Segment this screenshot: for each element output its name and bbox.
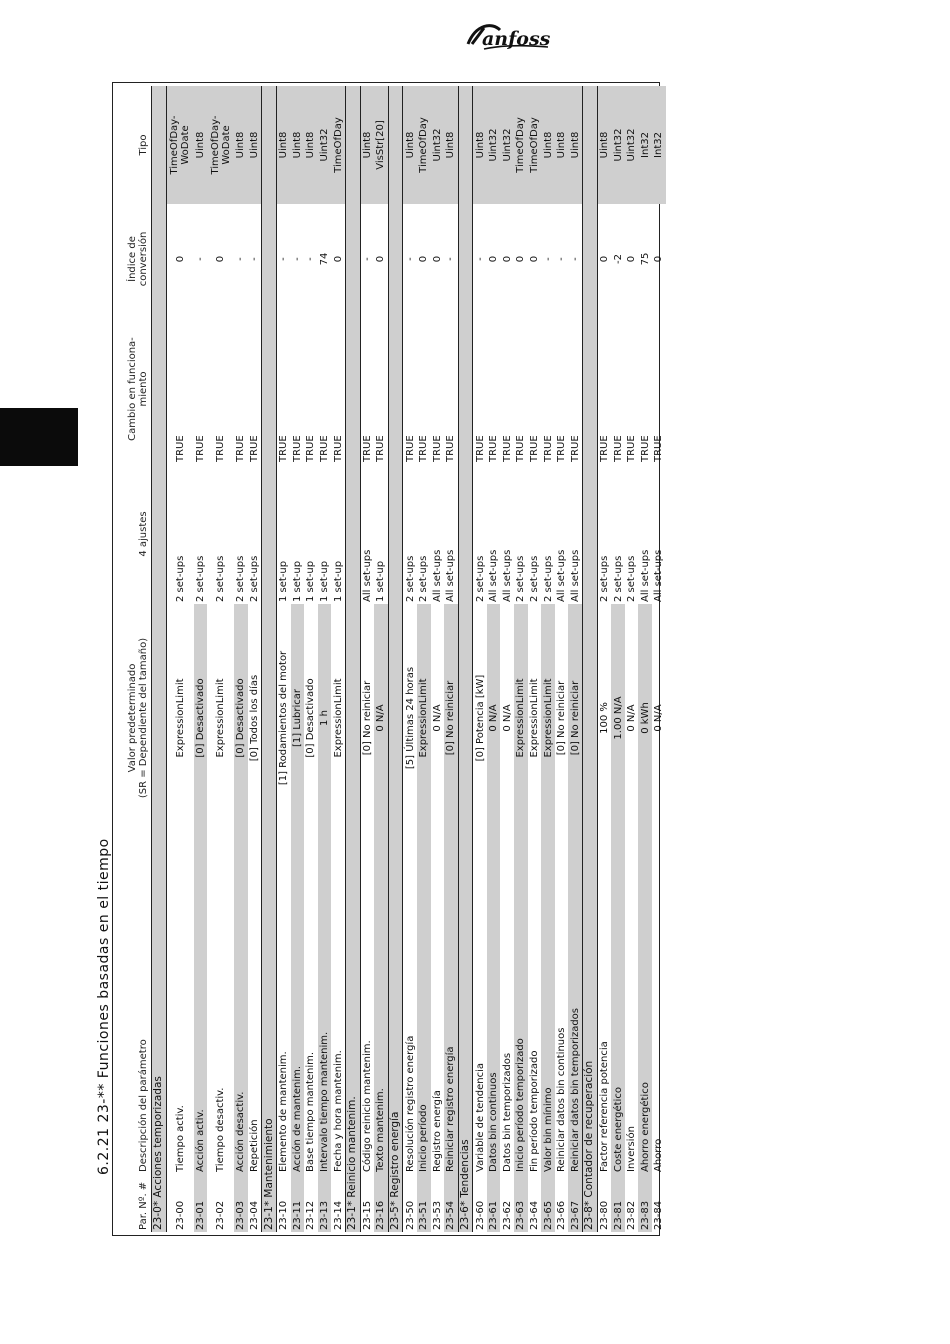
cell-description: Intervalo tiempo mantenim. [318,832,332,1174]
cell-type: Int32 [638,86,652,204]
cell-conversion: 0 [598,255,610,263]
table-row [248,86,262,1232]
cell-setups: All set-ups [431,549,443,602]
table-row [318,86,332,1232]
table-row [331,86,345,1232]
section-title: 6.2.21 23-** Funciones basadas en el tiempo [96,838,112,1175]
cell-change: TRUE [556,435,568,462]
cell-default: 0 N/A [431,704,443,732]
cell-change: TRUE [174,435,186,462]
table-row [291,86,305,1232]
cell-setups: 2 set-ups [612,555,624,602]
cell-description: Coste energético [611,832,625,1174]
cell-par: 23-61 [487,1174,501,1232]
cell-type-line2: WoDate [180,125,192,165]
cell-change: TRUE [528,435,540,462]
cell-description: Elemento de mantenim. [278,1051,290,1172]
cell-type: VisStr[20] [374,86,388,204]
cell-change: TRUE [515,435,527,462]
cell-description: Valor bin mínimo [541,832,555,1174]
cell-setups: 2 set-ups [626,555,638,602]
cell-conversion: 75 [639,252,651,266]
cell-conversion: 0 [528,255,540,263]
header-change [115,314,152,464]
cell-default: 1 h [318,604,332,832]
header-conversion [115,204,152,314]
cell-type: TimeOfDay [417,86,431,204]
table-body [152,86,666,1232]
cell-default: 1.00 N/A [611,604,625,832]
header-default [115,604,152,832]
cell-type: Uint32 [487,86,501,204]
cell-type: TimeOfDay [528,86,542,204]
table-row [431,86,445,1232]
cell-type: Uint8 [304,86,318,204]
svg-text:anfoss: anfoss [482,28,551,50]
parameter-table-rotated [115,86,665,1232]
cell-par: 23-82 [626,1200,638,1230]
cell-default: [0] No reiniciar [556,680,568,756]
cell-type: Uint8 [276,86,290,204]
cell-setups: All set-ups [445,549,457,602]
cell-setups: 2 set-ups [418,555,430,602]
cell-par: 23-84 [653,1200,665,1230]
cell-setups: 1 set-up [375,560,387,602]
table-row [234,86,248,1232]
cell-conversion: 0 [431,255,443,263]
cell-change: TRUE [215,435,227,462]
cell-change: TRUE [249,435,261,462]
cell-type: Uint32 [318,86,332,204]
header-default-line2: (SR = Dependiente del tamaño) [138,637,149,799]
table-row [194,86,208,1232]
cell-setups: All set-ups [501,549,513,602]
cell-type: TimeOfDay [331,86,345,204]
cell-par: 23-14 [332,1200,344,1230]
group-header-row [262,86,277,1232]
cell-par: 23-10 [278,1200,290,1230]
cell-type: Uint8 [291,86,305,204]
cell-description: Repetición [249,1119,261,1172]
table-row [555,86,569,1232]
cell-conversion: 0 [501,255,513,263]
header-change-line2: miento [138,371,149,407]
cell-description: Registro energía [431,1090,443,1172]
table-row [514,86,528,1232]
cell-change: TRUE [404,435,416,462]
cell-description: Fecha y hora mantenim. [332,1050,344,1172]
cell-description: Reiniciar datos bin continuos [556,1027,568,1172]
table-row [500,86,514,1232]
cell-description: Código reinicio mantenim. [361,1040,373,1172]
cell-change: TRUE [569,435,581,462]
cell-conversion: - [556,257,568,261]
cell-description: Texto mantenim. [374,832,388,1174]
cell-conversion: 74 [319,252,331,266]
cell-conversion: - [305,257,317,261]
cell-change: TRUE [598,435,610,462]
cell-par: 23-64 [528,1200,540,1230]
cell-default: 0 N/A [501,704,513,732]
cell-description: Resolución registro energía [404,1035,416,1172]
cell-change: TRUE [542,435,554,462]
cell-change: TRUE [319,435,331,462]
cell-type: Uint8 [248,86,262,204]
cell-setups: All set-ups [569,549,581,602]
cell-default: [5] Últimas 24 horas [404,666,416,770]
cell-description: Datos bin continuos [487,832,501,1174]
table-row [568,86,582,1232]
cell-default: [1] Rodamientos del motor [278,650,290,786]
cell-default: [1] Lubricar [291,604,305,832]
cell-default: [0] Potencia [kW] [474,674,486,762]
cell-description: Reiniciar registro energía [444,832,458,1174]
cell-default: [0] No reiniciar [361,680,373,756]
cell-setups: 2 set-ups [542,555,554,602]
cell-conversion: - [404,257,416,261]
cell-type: Uint8 [360,86,374,204]
cell-default: 0 N/A [653,704,665,732]
group-header-row [583,86,598,1232]
cell-conversion: - [361,257,373,261]
cell-setups: 2 set-ups [215,555,227,602]
cell-par: 23-83 [638,1174,652,1232]
cell-change: TRUE [332,435,344,462]
cell-setups: 2 set-ups [598,555,610,602]
table-row [207,86,234,1232]
cell-setups: All set-ups [361,549,373,602]
cell-type: Uint8 [194,86,208,204]
table-row [541,86,555,1232]
cell-setups: 2 set-ups [174,555,186,602]
danfoss-logo [462,18,554,54]
cell-change: TRUE [612,435,624,462]
cell-description: Variable de tendencia [474,1063,486,1172]
cell-change: TRUE [431,435,443,462]
cell-change: TRUE [418,435,430,462]
table-row [276,86,290,1232]
cell-description: Inicio período temporizado [514,832,528,1174]
cell-setups: 2 set-ups [528,555,540,602]
cell-par: 23-63 [514,1174,528,1232]
cell-conversion: 0 [626,255,638,263]
cell-par: 23-04 [249,1200,261,1230]
cell-change: TRUE [653,435,665,462]
cell-par: 23-02 [215,1200,227,1230]
cell-conversion: 0 [515,255,527,263]
cell-setups: 1 set-up [332,560,344,602]
cell-description: Tiempo desactiv. [215,1087,227,1172]
cell-type: Uint8 [403,86,417,204]
table-row [638,86,652,1232]
cell-type: Int32 [652,86,666,204]
cell-setups: 1 set-up [291,560,303,602]
cell-setups: 1 set-up [319,560,331,602]
cell-conversion: - [194,257,206,261]
cell-type: Uint8 [444,86,458,204]
cell-default: 0 kWh [638,604,652,832]
chapter-tab [0,408,78,466]
header-change-line1: Cambio en funciona- [127,337,138,441]
cell-description: Factor referencia potencia [598,1041,610,1172]
group-header-row [152,86,167,1232]
cell-description: Acción desactiv. [234,832,248,1174]
table-header-row [115,86,152,1232]
table-row [417,86,431,1232]
header-desc: Descripción del parámetro [138,1039,149,1172]
cell-change: TRUE [194,435,206,462]
cell-description: Reiniciar datos bin temporizados [568,832,582,1174]
cell-conversion: - [249,257,261,261]
cell-default: 0 N/A [487,604,501,832]
cell-setups: All set-ups [653,549,665,602]
cell-default: ExpressionLimit [541,604,555,832]
cell-default: [0] Desactivado [194,604,208,832]
cell-par: 23-11 [291,1174,305,1232]
group-header-row [458,86,473,1232]
cell-default: ExpressionLimit [215,678,227,758]
cell-type-line1: TimeOfDay- [169,115,181,175]
cell-par: 23-13 [318,1174,332,1232]
cell-change: TRUE [305,435,317,462]
cell-setups: 1 set-up [305,560,317,602]
cell-description: Tiempo activ. [174,1105,186,1172]
cell-setups: 2 set-ups [194,555,206,602]
table-row [611,86,625,1232]
cell-conversion: 0 [215,255,227,263]
cell-default: [0] Todos los días [249,674,261,762]
cell-setups: 2 set-ups [235,555,247,602]
cell-type: Uint8 [541,86,555,204]
cell-default: 0 N/A [626,704,638,732]
header-par: Par. Nº. # [138,1181,149,1230]
cell-default: [0] Desactivado [234,604,248,832]
table-row [473,86,487,1232]
table-row [625,86,639,1232]
cell-par: 23-50 [404,1200,416,1230]
cell-change: TRUE [501,435,513,462]
group-header-row [345,86,360,1232]
header-conv-line1: Índice de [127,236,138,282]
cell-type [207,86,234,204]
header-setups: 4 ajustes [138,511,149,557]
cell-par: 23-65 [541,1174,555,1232]
group-label: 23-1* Mantenimiento [262,86,277,1232]
cell-type: Uint32 [625,86,639,204]
cell-conversion: - [542,257,554,261]
cell-type: Uint32 [611,86,625,204]
cell-par: 23-12 [305,1200,317,1230]
cell-conversion: 0 [174,255,186,263]
cell-description: Acción de mantenim. [291,832,305,1174]
cell-default: 100 % [598,702,610,734]
cell-conversion: - [235,257,247,261]
cell-change: TRUE [235,435,247,462]
cell-setups: 2 set-ups [515,555,527,602]
cell-description: Fin período temporizado [528,1050,540,1172]
cell-description: Acción activ. [194,832,208,1174]
header-type: Tipo [138,134,149,156]
cell-change: TRUE [626,435,638,462]
cell-conversion: 0 [332,255,344,263]
cell-change: TRUE [291,435,303,462]
cell-par: 23-62 [501,1200,513,1230]
group-label: 23-5* Registro energía [388,86,403,1232]
cell-setups: All set-ups [488,549,500,602]
cell-type: Uint8 [555,86,569,204]
cell-description: Inicio período [417,832,431,1174]
cell-par: 23-54 [444,1174,458,1232]
cell-par: 23-16 [374,1174,388,1232]
cell-setups: All set-ups [639,549,651,602]
cell-change: TRUE [278,435,290,462]
cell-conversion: - [291,257,303,261]
cell-par: 23-53 [431,1200,443,1230]
cell-conversion: 0 [488,255,500,263]
cell-par: 23-81 [611,1174,625,1232]
table-row [166,86,194,1232]
cell-setups: 2 set-ups [404,555,416,602]
cell-description: Ahorro [653,1138,665,1172]
cell-default: ExpressionLimit [528,678,540,758]
group-label: 23-8* Contador de recuperación [583,86,598,1232]
cell-setups: 2 set-ups [474,555,486,602]
cell-default: [0] No reiniciar [568,604,582,832]
cell-conversion: 0 [418,255,430,263]
cell-type-line2: WoDate [220,125,232,165]
cell-description: Ahorro energético [638,832,652,1174]
cell-par: 23-15 [361,1200,373,1230]
group-label: 23-1* Reinicio mantenim. [345,86,360,1232]
cell-default: [0] No reiniciar [444,604,458,832]
table-row [652,86,666,1232]
cell-change: TRUE [445,435,457,462]
table-row [597,86,611,1232]
cell-conversion: 0 [653,255,665,263]
table-row [444,86,458,1232]
cell-par: 23-60 [474,1200,486,1230]
cell-par: 23-51 [417,1174,431,1232]
header-default-line1: Valor predeterminado [127,663,138,773]
cell-default: ExpressionLimit [514,604,528,832]
cell-type: TimeOfDay [514,86,528,204]
cell-type-line1: TimeOfDay- [209,115,221,175]
group-header-row [388,86,403,1232]
cell-change: TRUE [474,435,486,462]
cell-par: 23-66 [556,1200,568,1230]
table-row [487,86,501,1232]
table-row [304,86,318,1232]
cell-par: 23-80 [598,1200,610,1230]
cell-par: 23-03 [234,1174,248,1232]
cell-default: 0 N/A [374,604,388,832]
cell-type: Uint8 [597,86,611,204]
cell-description: Base tiempo mantenim. [305,1051,317,1172]
cell-description: Inversión [626,1126,638,1172]
cell-change: TRUE [488,435,500,462]
cell-type: Uint8 [234,86,248,204]
parameter-table [115,86,666,1232]
cell-conversion: -2 [612,254,624,264]
cell-par: 23-00 [174,1200,186,1230]
cell-default: ExpressionLimit [332,678,344,758]
cell-conversion: - [474,257,486,261]
cell-conversion: 0 [375,255,387,263]
cell-change: TRUE [361,435,373,462]
table-row [374,86,388,1232]
group-label: 23-6* Tendencias [458,86,473,1232]
cell-conversion: - [445,257,457,261]
cell-par: 23-67 [568,1174,582,1232]
cell-type: Uint8 [473,86,487,204]
cell-type: Uint8 [568,86,582,204]
table-row [360,86,374,1232]
cell-default: ExpressionLimit [174,678,186,758]
cell-change: TRUE [639,435,651,462]
cell-setups: All set-ups [556,549,568,602]
table-row [403,86,417,1232]
cell-description: Datos bin temporizados [501,1052,513,1172]
cell-type: Uint32 [431,86,445,204]
cell-type: Uint32 [500,86,514,204]
cell-par: 23-01 [194,1174,208,1232]
header-conv-line2: conversión [138,231,149,287]
cell-conversion: - [569,257,581,261]
cell-type [166,86,194,204]
cell-setups: 2 set-ups [249,555,261,602]
table-row [528,86,542,1232]
cell-change: TRUE [375,435,387,462]
cell-default: [0] Desactivado [305,678,317,758]
cell-setups: 1 set-up [278,560,290,602]
cell-conversion: - [278,257,290,261]
group-label: 23-0* Acciones temporizadas [152,86,167,1232]
cell-default: ExpressionLimit [417,604,431,832]
